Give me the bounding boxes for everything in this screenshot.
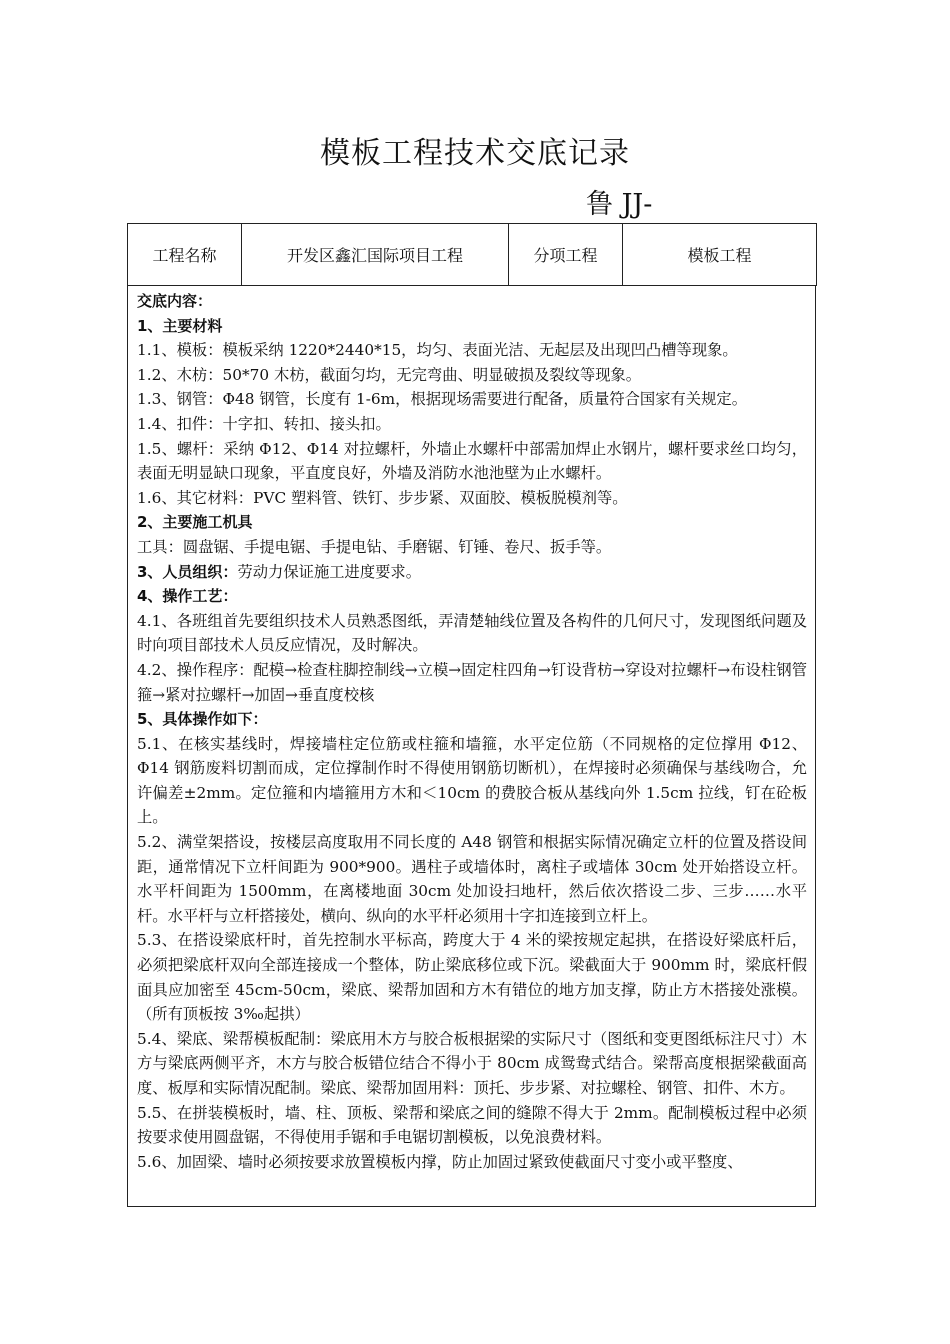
paragraph: 4.2、操作程序：配模→检查柱脚控制线→立模→固定柱四角→钉设背枋→穿设对拉螺杆→布设柱钢管箍→紧对拉螺杆→加固→垂直度校核 bbox=[137, 660, 807, 704]
subitem-label: 分项工程 bbox=[509, 224, 623, 286]
paragraph: 5.4、梁底、梁帮模板配制：梁底用木方与胶合板根据梁的实际尺寸（图纸和变更图纸标注尺寸）木方与梁底两侧平齐，木方与胶合板错位结合不得小于 80cm 成鸳鸯式结合。梁帮高度根据梁截面高度、板厚和实际情况配制。梁底、梁帮加固用料：顶托、步步紧、对拉螺栓、钢管、扣件、木方。 bbox=[137, 1029, 807, 1097]
header-row bbox=[128, 224, 817, 286]
section-heading: 1、主要材料 bbox=[137, 316, 223, 335]
section-heading: 4、操作工艺： bbox=[137, 587, 238, 606]
document-number: 鲁 JJ- bbox=[586, 189, 653, 220]
project-name-value: 开发区鑫汇国际项目工程 bbox=[242, 224, 509, 286]
paragraph: 1.6、其它材料：PVC 塑料管、铁钉、步步紧、双面胶、模板脱模剂等。 bbox=[137, 488, 628, 507]
content-box bbox=[127, 285, 816, 1207]
paragraph: 1.3、钢管：Φ48 钢管，长度有 1-6m，根据现场需要进行配备，质量符合国家有关规定。 bbox=[137, 390, 747, 409]
section-heading: 5、具体操作如下： bbox=[137, 710, 268, 729]
paragraph: 4.1、各班组首先要组织技术人员熟悉图纸，弄清楚轴线位置及各构件的几何尺寸，发现图纸问题及时向项目部技术人员反应情况，及时解决。 bbox=[137, 611, 807, 655]
section-heading: 2、主要施工机具 bbox=[137, 513, 253, 532]
paragraph: 1.4、扣件：十字扣、转扣、接头扣。 bbox=[137, 414, 391, 433]
paragraph-text: 劳动力保证施工进度要求。 bbox=[237, 562, 422, 581]
paragraph: 工具：圆盘锯、手提电锯、手提电钻、手磨锯、钉锤、卷尺、扳手等。 bbox=[137, 537, 612, 556]
section-heading: 交底内容： bbox=[137, 292, 213, 310]
document-title: 模板工程技术交底记录 bbox=[320, 136, 630, 171]
paragraph: 5.6、加固梁、墙时必须按要求放置模板内撑，防止加固过紧致使截面尺寸变小或平整度、 bbox=[137, 1152, 743, 1171]
section-heading: 3、人员组织： bbox=[137, 562, 238, 581]
disclosure-content bbox=[128, 285, 815, 1174]
paragraph: 1.2、木枋：50*70 木枋，截面匀均，无完弯曲、明显破损及裂纹等现象。 bbox=[137, 365, 642, 384]
paragraph: 1.1、模板：模板采纳 1220*2440*15，均匀、表面光洁、无起层及出现凹凸槽等现象。 bbox=[137, 341, 738, 360]
paragraph: 5.3、在搭设梁底杆时，首先控制水平标高，跨度大于 4 米的梁按规定起拱，在搭设好梁底杆后，必须把梁底杆双向全部连接成一个整体，防止梁底移位或下沉。梁截面大于 900mm 时，梁底杆假面具应加密至 45cm-50cm，梁底、梁帮加固和方木有错位的地方加支撑，防止方木搭接处涨模。（所有顶板按 3‰起拱） bbox=[137, 931, 807, 1024]
header-table bbox=[127, 223, 817, 286]
project-name-label: 工程名称 bbox=[128, 224, 242, 286]
paragraph: 1.5、螺杆：采纳 Φ12、Φ14 对拉螺杆，外墙止水螺杆中部需加焊止水钢片，螺杆要求丝口均匀，表面无明显缺口现象，平直度良好，外墙及消防水池池壁为止水螺杆。 bbox=[137, 439, 807, 483]
paragraph: 5.1、在核实基线时，焊接墙柱定位筋或柱箍和墙箍，水平定位筋（不同规格的定位撑用 Φ12、Φ14 钢筋废料切割而成，定位撑制作时不得使用钢筋切断机），在焊接时必须确保与基线吻合，允许偏差±2mm。定位箍和内墙箍用方木和＜10cm 的费胶合板从基线向外 1.5cm 拉线，钉在砼板上。 bbox=[137, 734, 807, 827]
subitem-value: 模板工程 bbox=[623, 224, 817, 286]
paragraph: 5.5、在拼装模板时，墙、柱、顶板、梁帮和梁底之间的缝隙不得大于 2mm。配制模板过程中必须按要求使用圆盘锯，不得使用手锯和手电锯切割模板，以免浪费材料。 bbox=[137, 1103, 807, 1147]
section-heading-with-text bbox=[137, 560, 807, 585]
paragraph: 5.2、满堂架搭设，按楼层高度取用不同长度的 A48 钢管和根据实际情况确定立杆的位置及搭设间距，通常情况下立杆间距为 900*900。遇柱子或墙体时，离柱子或墙体 30cm 处开始搭设立杆。水平杆间距为 1500mm，在离楼地面 30cm 处加设扫地杆，然后依次搭设二步、三步……水平杆。水平杆与立杆搭接处，横向、纵向的水平杆必须用十字扣连接到立杆上。 bbox=[137, 833, 807, 925]
